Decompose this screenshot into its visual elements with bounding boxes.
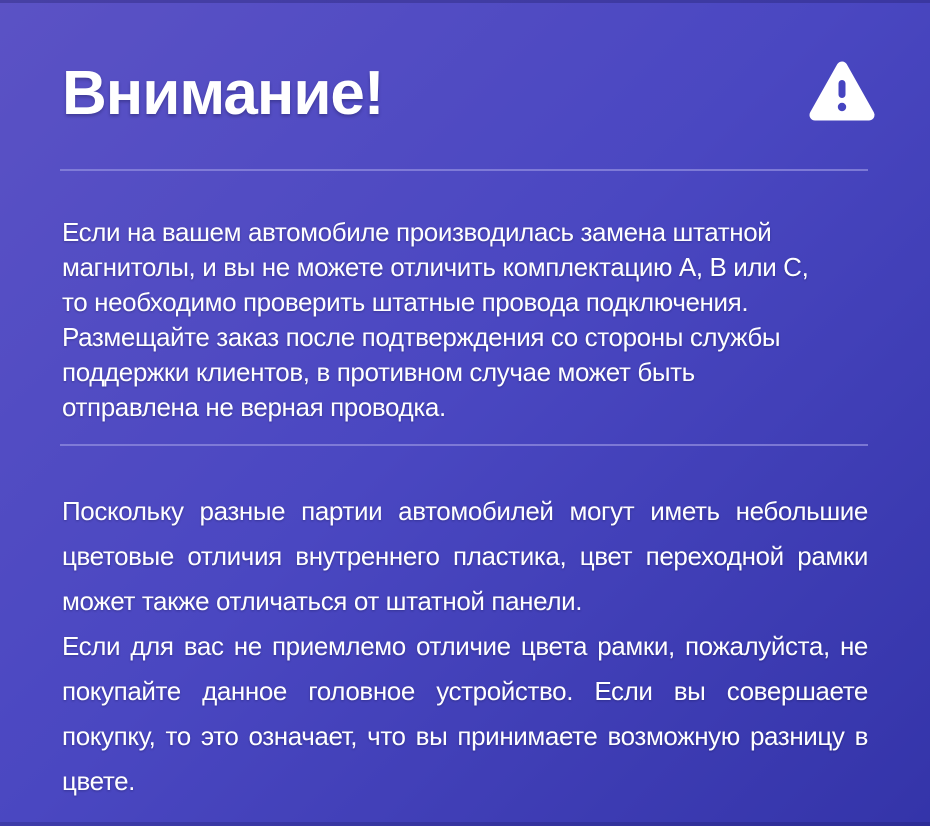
color-difference-paragraph <box>62 489 868 624</box>
section-divider <box>60 169 868 171</box>
text-line: покупайте данное головное устройство. Если вы совершаете <box>62 676 868 706</box>
page-title: Внимание! <box>62 59 384 128</box>
text-line: цветовые отличия внутреннего пластика, цвет переходной рамки <box>62 541 868 571</box>
text-line: отправлена не верная проводка. <box>62 392 446 422</box>
text-line: магнитолы, и вы не можете отличить комплектацию A, B или C, <box>62 252 809 282</box>
text-line: Если на вашем автомобиле производилась замена штатной <box>62 217 772 247</box>
text-line: цвете. <box>62 766 135 796</box>
text-line: Поскольку разные партии автомобилей могут иметь небольшие <box>62 496 868 526</box>
purchase-disclaimer-paragraph <box>62 624 868 804</box>
section-divider <box>60 444 868 446</box>
text-line: может также отличаться от штатной панели. <box>62 586 583 616</box>
text-line: Если для вас не приемлемо отличие цвета рамки, пожалуйста, не <box>62 631 868 661</box>
text-line: то необходимо проверить штатные провода подключения. <box>62 287 749 317</box>
text-line: поддержки клиентов, в противном случае может быть <box>62 357 695 387</box>
intro-paragraph <box>62 215 868 425</box>
warning-triangle-icon <box>806 59 878 125</box>
text-line: покупку, то это означает, что вы принимаете возможную разницу в <box>62 721 868 751</box>
text-line: Размещайте заказ после подтверждения со стороны службы <box>62 322 781 352</box>
